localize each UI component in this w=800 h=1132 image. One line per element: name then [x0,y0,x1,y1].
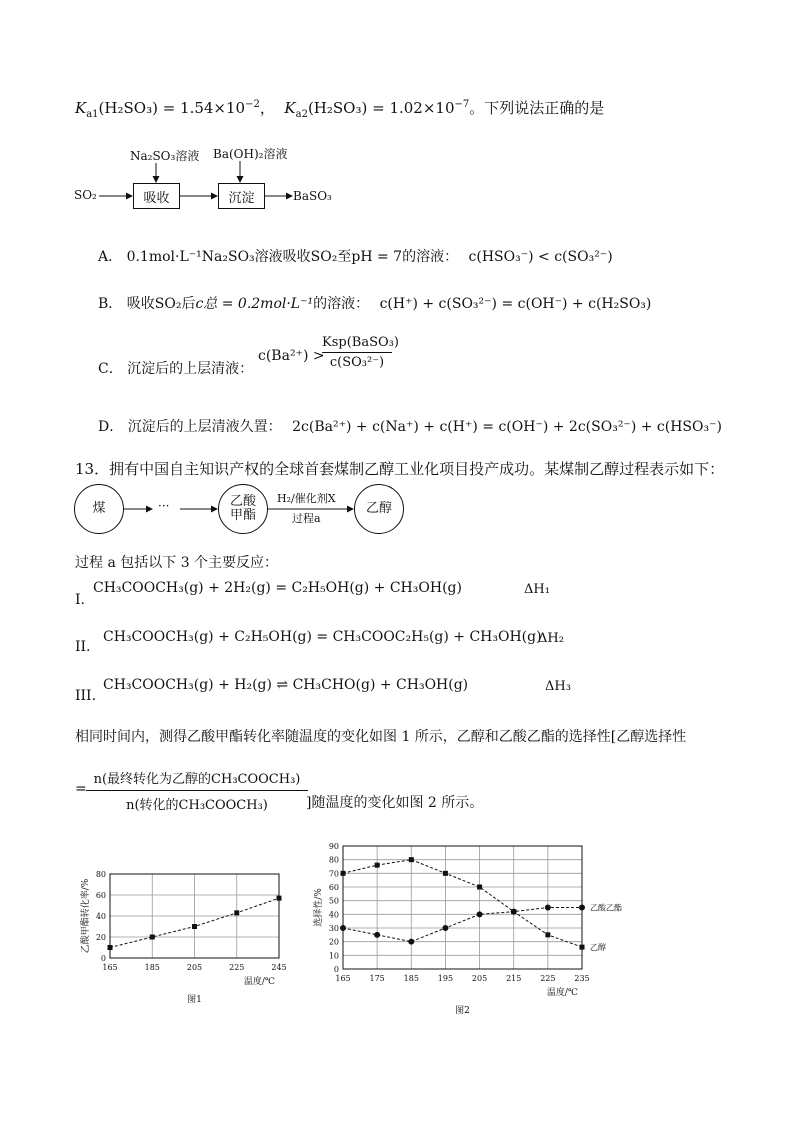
option-d-label: D． [98,419,124,435]
option-c-lhs: c(Ba²⁺) > [258,348,325,364]
output-baso3-label: BaSO₃ [293,189,332,203]
y-tick-label: 70 [328,869,339,879]
option-c[interactable] [98,358,253,378]
node-methyl-acetate-line2: 甲酯 [229,508,256,523]
data-point-circle [442,925,448,931]
ellipsis-dots: ··· [158,499,170,513]
y-tick-label: 60 [95,891,106,900]
selectivity-numerator: n(最终转化为乙醇的CH₃COOCH₃) [86,768,308,791]
series-label-ethanol: 乙醇 [590,943,606,953]
option-a-formula: c(HSO₃⁻) < c(SO₃²⁻) [468,249,613,265]
x-axis-label: 温度/℃ [243,977,275,987]
selectivity-equals: = [75,781,87,797]
option-a-conc: 0.1mol·L⁻¹Na₂SO₃ [126,249,255,265]
x-tick-label: 205 [186,963,203,972]
option-a-text2: 溶液吸收 [254,249,311,265]
selectivity-tail: ]随温度的变化如图 2 所示。 [306,795,484,811]
data-point-square [545,932,550,937]
reaction-2-equation: CH₃COOCH₃(g) + C₂H₅OH(g) = CH₃COOC₂H₅(g) + CH₃OH(g) [103,629,542,645]
node-coal: 煤 [74,484,124,534]
node-ethanol: 乙醇 [354,484,404,534]
y-tick-label: 20 [328,937,339,947]
ka2-value: (H₂SO₃) = 1.02×10 [307,99,455,117]
data-point-circle [477,911,483,917]
option-a-text4: 至 [337,249,352,265]
y-tick-label: 40 [328,910,339,920]
data-point-square [477,885,482,890]
selectivity-denominator: n(转化的CH₃COOCH₃) [126,798,268,813]
y-tick-label: 20 [95,933,106,942]
reaction-1-label: I. [75,592,85,608]
x-tick-label: 215 [506,974,522,983]
precipitate-step-box: 沉淀 [218,183,265,209]
y-tick-label: 40 [95,912,106,921]
y-tick-label: 30 [328,924,339,933]
figure-caption: 图1 [187,995,202,1005]
x-tick-label: 185 [144,963,160,972]
x-tick-label: 225 [540,974,556,983]
ka1-value: (H₂SO₃) = 1.54×10 [98,99,246,117]
y-tick-label: 90 [328,842,339,851]
arrow-condition-bottom: 过程a [292,512,321,525]
option-c-label: C． [98,361,123,377]
reaction-3-dh: ΔH₃ [545,679,571,694]
ka1-subscript: a1 [86,109,99,120]
x-tick-label: 165 [102,963,118,972]
ka2-symbol: K [284,99,296,117]
data-point-square [341,871,346,876]
q13-paragraph: 相同时间内，测得乙酸甲酯转化率随温度的变化如图 1 所示，乙醇和乙酸乙酯的选择性[乙醇选择性 [75,729,687,745]
selectivity-fraction [86,768,308,813]
ka-separator: ， [259,99,275,117]
data-point-circle [408,939,414,945]
x-tick-label: 205 [471,974,488,983]
ka-tail: 。下列说法正确的是 [469,99,605,117]
absorb-step-box: 吸收 [133,183,180,209]
y-axis-label: 选择性/% [314,888,324,927]
option-d[interactable] [98,416,722,436]
chart-figure-2 [310,838,640,1020]
reagent-na2so3-label: Na₂SO₃溶液 [130,149,200,163]
option-a-text6: 的溶液： [402,249,459,265]
option-b-label: B． [98,296,123,312]
y-tick-label: 80 [328,855,339,865]
data-point-circle [374,932,380,938]
x-tick-label: 235 [574,974,590,983]
option-a-label: A． [98,249,123,265]
reactions-intro: 过程 a 包括以下 3 个主要反应： [75,555,279,571]
option-d-text: 沉淀后的上层清液久置： [127,419,282,435]
option-c-numerator: Ksp(BaSO₃) [322,335,392,353]
figure-caption: 图2 [455,1006,470,1016]
option-c-denominator: c(SO₃²⁻) [329,355,385,370]
flow2-arrows [0,470,800,550]
option-c-text: 沉淀后的上层清液： [127,361,254,377]
y-tick-label: 10 [328,951,339,961]
input-so2-label: SO₂ [74,188,97,202]
ka2-subscript: a2 [295,109,308,120]
ka1-symbol: K [75,99,87,117]
ka2-exponent: −7 [454,99,470,110]
reaction-1-dh: ΔH₁ [524,582,550,597]
option-a-so2: SO₂ [310,249,338,265]
data-point-circle [579,905,585,911]
reaction-2-dh: ΔH₂ [538,631,564,646]
data-point-square [375,863,380,868]
x-axis-label: 温度/℃ [546,988,578,998]
option-b-so2: SO₂ [154,296,182,312]
data-point-square [192,924,197,929]
reaction-3-equation: CH₃COOCH₃(g) + H₂(g) ⇌ CH₃CHO(g) + CH₃OH(g) [103,677,469,693]
data-point-square [277,896,282,901]
option-b-text1: 吸收 [126,296,155,312]
node-methyl-acetate-line1: 乙酸 [229,494,256,509]
data-point-circle [340,925,346,931]
data-point-square [108,945,113,950]
x-tick-label: 175 [369,974,385,983]
option-a-ph: pH = 7 [351,249,403,265]
data-point-square [234,910,239,915]
option-b[interactable] [98,293,651,313]
y-tick-label: 60 [328,883,339,892]
option-d-formula: 2c(Ba²⁺) + c(Na⁺) + c(H⁺) = c(OH⁻) + 2c(SO₃²⁻) + c(HSO₃⁻) [292,419,722,435]
ka1-exponent: −2 [245,99,260,110]
y-axis-label: 乙酸甲酯转化率/% [81,878,91,954]
data-point-circle [511,909,517,915]
data-point-square [443,871,448,876]
reaction-1-equation: CH₃COOCH₃(g) + 2H₂(g) = C₂H₅OH(g) + CH₃OH(g) [93,580,462,596]
x-tick-label: 185 [403,974,419,983]
y-tick-label: 0 [333,965,339,974]
option-b-total-conc: c总 = 0.2mol·L⁻¹ [195,296,314,312]
data-point-square [580,945,585,950]
x-tick-label: 165 [335,974,351,983]
reaction-2-label: II. [75,639,91,655]
data-point-square [150,935,155,940]
data-point-square [409,857,414,862]
option-b-formula: c(H⁺) + c(SO₃²⁻) = c(OH⁻) + c(H₂SO₃) [379,296,652,312]
reaction-3-label: III. [75,688,97,704]
y-tick-label: 0 [100,954,106,963]
reagent-baoh2-label: Ba(OH)₂溶液 [213,147,288,161]
x-tick-label: 195 [437,974,454,983]
arrow-condition-top: H₂/催化剂X [277,492,336,505]
flow1-arrows [0,0,800,230]
chart-figure-1 [70,860,295,1020]
series-label-ethyl-acetate: 乙酸乙酯 [590,903,622,913]
y-tick-label: 80 [95,870,106,879]
x-tick-label: 225 [229,963,245,972]
option-b-text5: 的溶液： [313,296,370,312]
q13-stem: 13．拥有中国自主知识产权的全球首套煤制乙醇工业化项目投产成功。某煤制乙醇过程表示如下： [75,460,725,478]
option-c-fraction [322,335,399,370]
y-tick-label: 50 [328,896,339,906]
option-b-text3: 后 [181,296,196,312]
option-a[interactable] [98,246,613,266]
data-point-circle [545,905,551,911]
x-tick-label: 245 [271,963,287,972]
